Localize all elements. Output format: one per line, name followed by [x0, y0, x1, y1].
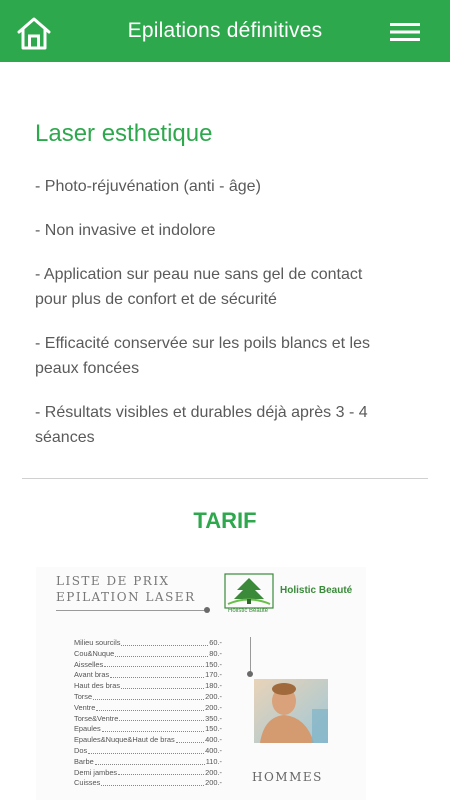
feature-item: - Application sur peau nue sans gel de contact pour plus de confort et de sécurité [35, 266, 363, 308]
vertical-rule [250, 637, 251, 675]
price-name: Epaules&Nuque&Haut de bras [74, 735, 175, 745]
price-row [74, 692, 222, 703]
leader-dots [104, 660, 204, 668]
price-name: Barbe [74, 756, 94, 766]
price-table [74, 638, 222, 789]
price-value: 110.- [205, 756, 222, 766]
price-value: 200.- [205, 767, 222, 777]
man-portrait-image [254, 679, 328, 743]
leader-dots [115, 649, 208, 657]
price-row [74, 649, 222, 660]
price-value: 400.- [205, 735, 222, 745]
price-name: Torse&Ventre [74, 713, 119, 723]
menu-button[interactable] [390, 23, 420, 41]
price-name: Milieu sourcils [74, 638, 121, 647]
price-value: 400.- [205, 745, 222, 755]
price-name: Torse [74, 691, 93, 701]
price-value: 180.- [205, 681, 222, 691]
feature-item: - Résultats visibles et durables déjà après 3 - 4 séances [35, 404, 368, 446]
price-row [74, 703, 222, 714]
page-title: Epilations définitives [127, 19, 323, 42]
price-name: Haut des bras [74, 681, 121, 691]
price-value: 80.- [209, 648, 222, 658]
price-name: Ventre [74, 702, 96, 712]
leader-dots [101, 778, 204, 786]
price-row [74, 714, 222, 725]
price-name: Cou&Nuque [74, 648, 115, 658]
price-row [74, 638, 222, 649]
price-value: 170.- [205, 670, 222, 680]
price-value: 200.- [205, 702, 222, 712]
leader-dots [88, 746, 204, 754]
leader-dots [176, 735, 204, 743]
price-name: Epaules [74, 724, 101, 734]
price-row [74, 768, 222, 779]
hommes-label: HOMMES [252, 770, 323, 784]
brand-subtitle: Holistic Beauté [228, 608, 269, 614]
price-row [74, 670, 222, 681]
brand-name: Holistic Beauté [280, 585, 353, 596]
price-value: 60.- [209, 638, 222, 647]
top-app-bar [0, 0, 450, 62]
leader-dots [95, 757, 205, 765]
leader-dots [121, 681, 204, 689]
leader-dots [121, 638, 208, 646]
price-list-heading-line1: LISTE DE PRIX [56, 574, 170, 588]
hamburger-menu-icon [390, 23, 420, 41]
price-list-image [36, 567, 366, 800]
price-value: 200.- [205, 691, 222, 701]
price-row [74, 660, 222, 671]
price-row [74, 681, 222, 692]
page-content [0, 62, 450, 800]
feature-list [35, 174, 385, 469]
price-value: 150.- [205, 724, 222, 734]
price-value: 200.- [205, 778, 222, 788]
vertical-rule-dot [247, 671, 253, 677]
price-row [74, 735, 222, 746]
price-list-heading [56, 573, 196, 605]
price-row [74, 746, 222, 757]
price-row [74, 778, 222, 789]
leader-dots [93, 692, 204, 700]
price-value: 150.- [205, 659, 222, 669]
price-name: Cuisses [74, 778, 101, 788]
price-row [74, 724, 222, 735]
leader-dots [110, 670, 204, 678]
leader-dots [102, 724, 204, 732]
section-title: Laser esthetique [35, 120, 213, 147]
heading-dot [204, 607, 210, 613]
price-row [74, 757, 222, 768]
leader-dots [119, 714, 204, 722]
price-name: Demi jambes [74, 767, 118, 777]
price-name: Avant bras [74, 670, 110, 680]
section-divider [22, 478, 428, 479]
brand-logo-icon [224, 573, 274, 613]
leader-dots [118, 768, 204, 776]
feature-item: - Photo-réjuvénation (anti - âge) [35, 178, 261, 195]
feature-item: - Efficacité conservée sur les poils blancs et les peaux foncées [35, 335, 370, 377]
price-name: Dos [74, 745, 88, 755]
price-value: 350.- [205, 713, 222, 723]
price-list-heading-line2: EPILATION LASER [56, 590, 196, 604]
heading-rule [56, 610, 206, 611]
price-name: Aisselles [74, 659, 104, 669]
tarif-title: TARIF [193, 508, 257, 533]
feature-item: - Non invasive et indolore [35, 222, 216, 239]
leader-dots [96, 703, 204, 711]
